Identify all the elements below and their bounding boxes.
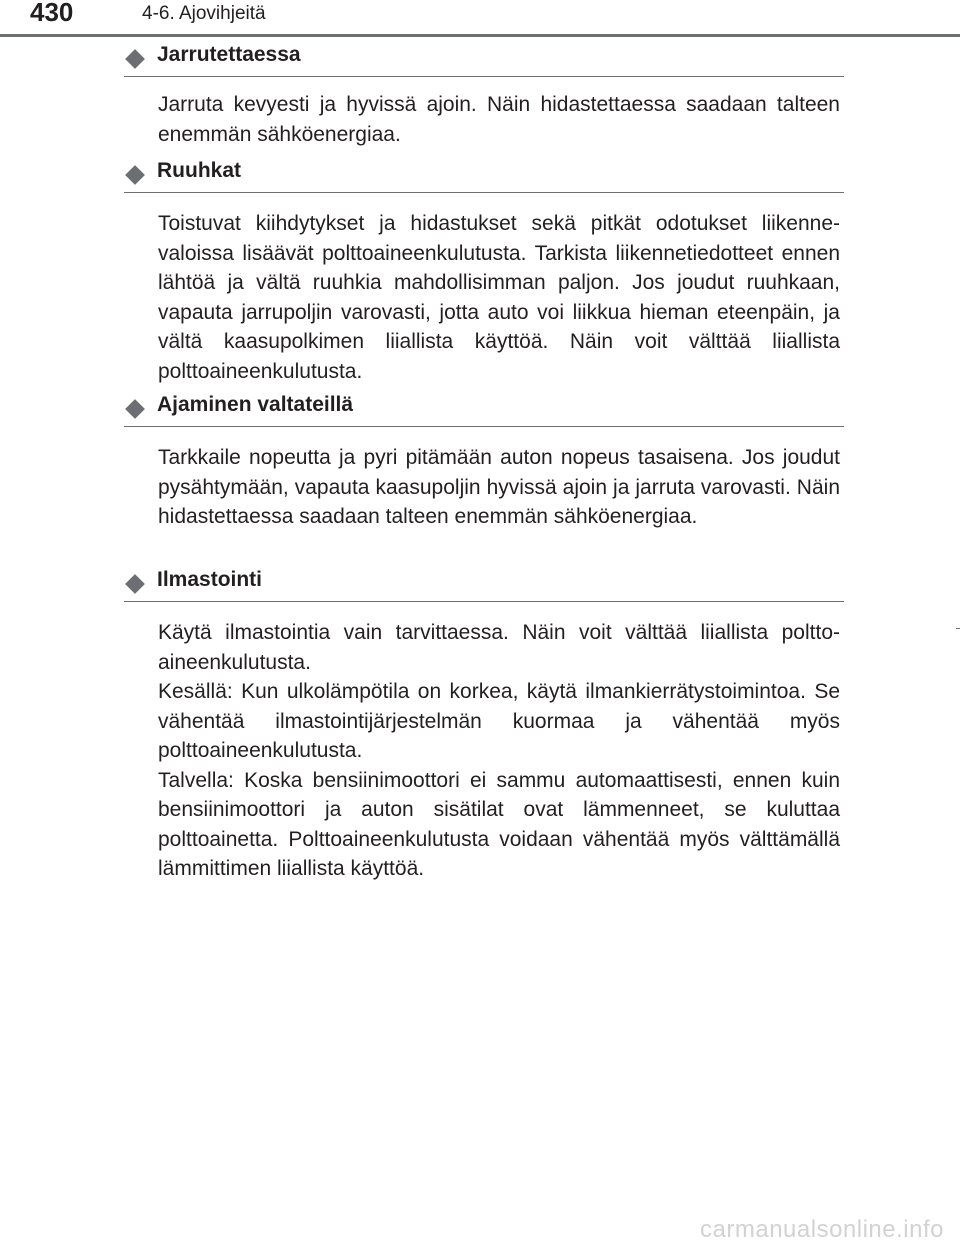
watermark: carmanualsonline.info: [700, 1216, 944, 1243]
chapter-title: 4-6. Ajovihjeitä: [142, 3, 266, 24]
paragraph: Toistuvat kiihdytykset ja hidastukset sekä pitkät odotukset liikennevaloissa lisäävät polttoaineenkulutusta. Tarkista liikennetiedotteet ennen lähtöä ja vältä ruuhkia mahdollisimman paljon. Jos joudut ruuhkaan, vapauta jarrupoljin varovasti, jotta auto voi liikkua hieman eteenpäin, ja vältä kaasupolkimen liiallista käyttöä. Näin voit välttää liiallista polttoaineenkulutusta.: [158, 212, 840, 383]
edge-tick-mark: [956, 628, 960, 629]
section-heading: [124, 392, 844, 428]
section-body: [158, 209, 840, 386]
paragraph: Käytä ilmastointia vain tarvittaessa. Näin voit välttää liiallista polttoaineenkulutusta.: [158, 621, 840, 674]
diamond-bullet-icon: [125, 165, 145, 185]
heading-rule: [124, 601, 844, 602]
section-title: Ilmastointi: [157, 568, 263, 591]
header-rule: [0, 34, 960, 37]
page-number: 430: [30, 0, 74, 27]
section-heading: [124, 158, 844, 194]
section-title: Ajaminen valtateillä: [157, 393, 354, 416]
section-ajaminen-valtateilla: [124, 392, 844, 532]
paragraph: Jarruta kevyesti ja hyvissä ajoin. Näin hidastettaessa saadaan talteen enemmän sähköenergiaa.: [158, 93, 840, 146]
diamond-bullet-icon: [125, 399, 145, 419]
heading-rule: [124, 76, 844, 77]
section-heading: [124, 567, 844, 603]
section-title: Jarrutettaessa: [157, 43, 301, 66]
diamond-bullet-icon: [125, 49, 145, 69]
section-body: [158, 90, 840, 149]
page-header: [0, 0, 960, 40]
heading-rule: [124, 426, 844, 427]
section-heading: [124, 42, 844, 78]
section-jarrutettaessa: [124, 42, 844, 149]
paragraph: Tarkkaile nopeutta ja pyri pitämään auton nopeus tasaisena. Jos joudut pysähtymään, vapauta kaasupoljin hyvissä ajoin ja jarruta varovasti. Näin hidastettaessa saadaan talteen enemmän sähköenergiaa.: [158, 446, 840, 528]
section-title: Ruuhkat: [157, 159, 241, 182]
paragraph: Kesällä: Kun ulkolämpötila on korkea, käytä ilmankierrätystoimintoa. Se vähentää ilmastointijärjestelmän kuormaa ja vähentää myös polttoaineenkulutusta.: [158, 680, 840, 762]
section-body: [158, 618, 840, 884]
heading-rule: [124, 192, 844, 193]
paragraph: Talvella: Koska bensiinimoottori ei sammu automaattisesti, ennen kuin bensiinimoottori ja auton sisätilat ovat lämmenneet, se kuluttaa polttoainetta. Polttoaineenkulutusta voidaan vähentää myös välttämällä lämmittimen liiallista käyttöä.: [158, 768, 840, 880]
section-ruuhkat: [124, 158, 844, 386]
section-ilmastointi: [124, 567, 844, 884]
section-body: [158, 443, 840, 532]
diamond-bullet-icon: [125, 574, 145, 594]
